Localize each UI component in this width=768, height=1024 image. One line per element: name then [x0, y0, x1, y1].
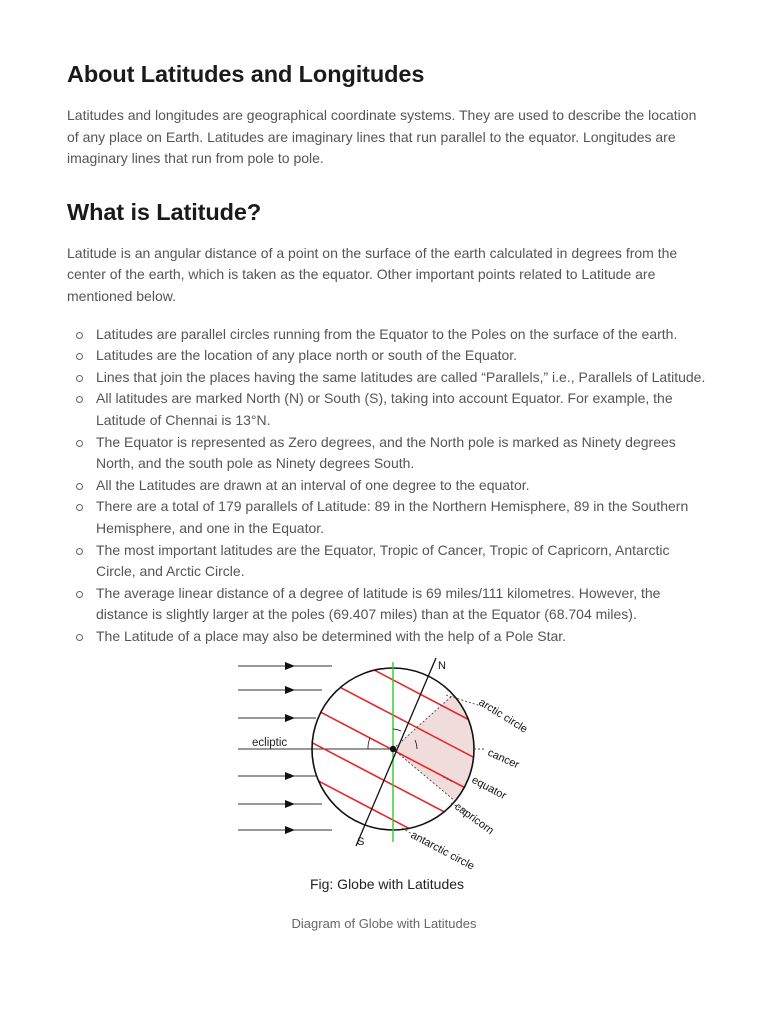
- bullet-icon: [76, 634, 83, 641]
- globe-center: [390, 746, 396, 752]
- bullet-icon: [76, 548, 83, 555]
- bullet-icon: [76, 591, 83, 598]
- south-pole-label: S: [357, 836, 365, 848]
- list-item: The average linear distance of a degree of latitude is 69 miles/111 kilometres. However, the distance is slightly larger at the poles (69.407 miles) than at the Equator (68.704 miles).: [67, 583, 707, 626]
- list-item: Latitudes are parallel circles running from the Equator to the Poles on the surface of the earth.: [67, 324, 707, 346]
- capricorn-label: capricorn: [452, 800, 496, 838]
- latitude-paragraph: Latitude is an angular distance of a point on the surface of the earth calculated in degrees from the center of the earth, which is taken as the equator. Other important points related to Latitude are mentioned below.: [67, 244, 678, 304]
- ecliptic-label: ecliptic: [252, 737, 288, 749]
- figure-caption: Diagram of Globe with Latitudes: [291, 916, 477, 931]
- bullet-icon: [76, 440, 83, 447]
- figure-title: Fig: Globe with Latitudes: [309, 876, 465, 892]
- antarctic-circle-label: antarctic circle: [408, 829, 477, 873]
- bullet-icon: [76, 483, 83, 490]
- cancer-label: cancer: [485, 746, 521, 772]
- list-item: The most important latitudes are the Equator, Tropic of Cancer, Tropic of Capricorn, Antarctic Circle, and Arctic Circle.: [67, 540, 707, 583]
- bullet-icon: [76, 375, 83, 382]
- angle-mark: [393, 729, 401, 731]
- shaded-sector: [393, 695, 474, 801]
- bullet-icon: [76, 332, 83, 339]
- list-item: Latitudes are the location of any place north or south of the Equator.: [67, 345, 707, 367]
- globe-diagram: [236, 654, 546, 884]
- arctic-circle-label: arctic circle: [476, 696, 530, 736]
- angle-mark: [368, 738, 370, 749]
- article-content: [67, 58, 707, 647]
- bullet-icon: [76, 504, 83, 511]
- bullet-icon: [76, 353, 83, 360]
- latitude-facts-list: [67, 324, 707, 648]
- intro-paragraph: Latitudes and longitudes are geographical coordinate systems. They are used to describe the location of any place on Earth. Latitudes are imaginary lines that run parallel to the equator. Longitudes are imaginary lines that run from pole to pole.: [67, 107, 697, 167]
- list-item: Lines that join the places having the same latitudes are called “Parallels,” i.e., Parallels of Latitude.: [67, 367, 707, 389]
- section-heading-latitude: What is Latitude?: [67, 198, 262, 225]
- globe-latitudes-figure: [236, 654, 546, 894]
- equator-label: equator: [469, 774, 509, 803]
- list-item: There are a total of 179 parallels of Latitude: 89 in the Northern Hemisphere, 89 in the Southern Hemisphere, and one in the Equator.: [67, 496, 707, 539]
- list-item: All the Latitudes are drawn at an interval of one degree to the equator.: [67, 475, 707, 497]
- list-item: The Latitude of a place may also be determined with the help of a Pole Star.: [67, 626, 707, 648]
- north-pole-label: N: [438, 660, 446, 672]
- section-heading-about: About Latitudes and Longitudes: [67, 61, 425, 87]
- bullet-icon: [76, 396, 83, 403]
- list-item: All latitudes are marked North (N) or South (S), taking into account Equator. For example, the Latitude of Chennai is 13°N.: [67, 388, 707, 431]
- list-item: The Equator is represented as Zero degrees, and the North pole is marked as Ninety degrees North, and the south pole as Ninety degrees South.: [67, 432, 707, 475]
